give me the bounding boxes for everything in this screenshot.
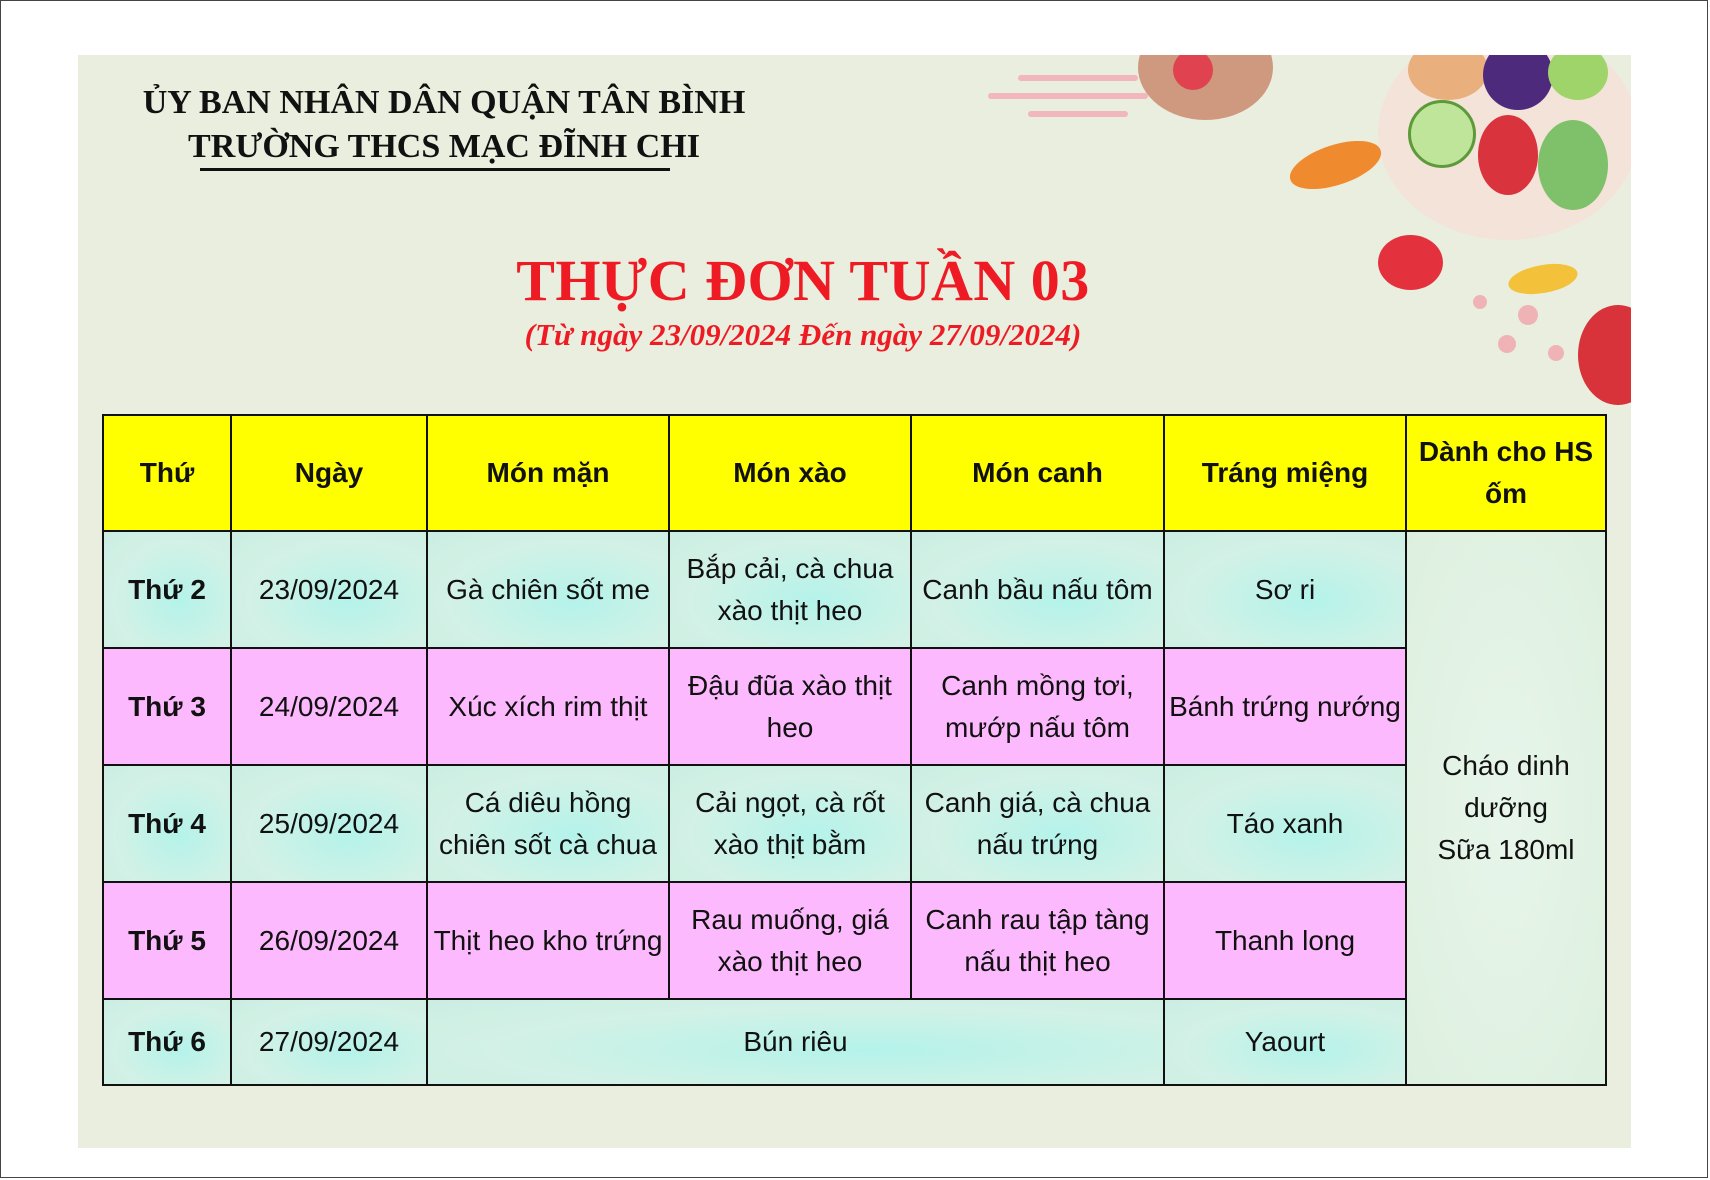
mon-man-cell: Xúc xích rim thịt bbox=[427, 648, 669, 765]
header-mon-canh: Món canh bbox=[911, 415, 1164, 531]
mon-man-cell: Thịt heo kho trứng bbox=[427, 882, 669, 999]
mon-xao-cell: Đậu đũa xào thịt heo bbox=[669, 648, 911, 765]
sick-meal-line-2: Sữa 180ml bbox=[1437, 834, 1575, 865]
trang-mieng-cell: Táo xanh bbox=[1164, 765, 1406, 882]
trang-mieng-cell: Bánh trứng nướng bbox=[1164, 648, 1406, 765]
date-cell: 26/09/2024 bbox=[231, 882, 427, 999]
mon-canh-cell: Canh giá, cà chua nấu trứng bbox=[911, 765, 1164, 882]
date-cell: 27/09/2024 bbox=[231, 999, 427, 1085]
mon-xao-cell: Cải ngọt, cà rốt xào thịt bằm bbox=[669, 765, 911, 882]
date-cell: 24/09/2024 bbox=[231, 648, 427, 765]
page-title: THỰC ĐƠN TUẦN 03 bbox=[516, 248, 1090, 313]
trang-mieng-cell: Sơ ri bbox=[1164, 531, 1406, 648]
mon-man-cell: Cá diêu hồng chiên sốt cà chua bbox=[427, 765, 669, 882]
sick-meal-cell bbox=[1406, 531, 1606, 1085]
header-hs-om: Dành cho HS ốm bbox=[1406, 415, 1606, 531]
menu-table bbox=[102, 414, 1607, 1086]
day-cell: Thứ 3 bbox=[103, 648, 231, 765]
date-range: (Từ ngày 23/09/2024 Đến ngày 27/09/2024) bbox=[524, 317, 1082, 352]
day-cell: Thứ 6 bbox=[103, 999, 231, 1085]
day-cell: Thứ 2 bbox=[103, 531, 231, 648]
mon-xao-cell: Rau muống, giá xào thịt heo bbox=[669, 882, 911, 999]
date-cell: 23/09/2024 bbox=[231, 531, 427, 648]
date-cell: 25/09/2024 bbox=[231, 765, 427, 882]
header-trang-mieng: Tráng miệng bbox=[1164, 415, 1406, 531]
day-cell: Thứ 5 bbox=[103, 882, 231, 999]
header-mon-xao: Món xào bbox=[669, 415, 911, 531]
mon-xao-cell: Bắp cải, cà chua xào thịt heo bbox=[669, 531, 911, 648]
header-ngay: Ngày bbox=[231, 415, 427, 531]
mon-canh-cell: Canh bầu nấu tôm bbox=[911, 531, 1164, 648]
sick-meal-line-1: Cháo dinh dưỡng bbox=[1442, 750, 1570, 823]
menu-sheet bbox=[78, 55, 1631, 1148]
trang-mieng-cell: Yaourt bbox=[1164, 999, 1406, 1085]
table-row bbox=[103, 999, 1606, 1085]
mon-man-cell: Gà chiên sốt me bbox=[427, 531, 669, 648]
trang-mieng-cell: Thanh long bbox=[1164, 882, 1406, 999]
table-row bbox=[103, 531, 1606, 648]
org-line-1: ỦY BAN NHÂN DÂN QUẬN TÂN BÌNH bbox=[142, 84, 746, 121]
header-mon-man: Món mặn bbox=[427, 415, 669, 531]
org-line-2: TRƯỜNG THCS MẠC ĐĨNH CHI bbox=[188, 128, 700, 165]
day-cell: Thứ 4 bbox=[103, 765, 231, 882]
mon-canh-cell: Canh mồng tơi, mướp nấu tôm bbox=[911, 648, 1164, 765]
merged-main-cell: Bún riêu bbox=[427, 999, 1164, 1085]
table-header-row bbox=[103, 415, 1606, 531]
mon-canh-cell: Canh rau tập tàng nấu thịt heo bbox=[911, 882, 1164, 999]
header-thu: Thứ bbox=[103, 415, 231, 531]
header-underline bbox=[200, 168, 670, 171]
table-row bbox=[103, 765, 1606, 882]
table-row bbox=[103, 648, 1606, 765]
table-row bbox=[103, 882, 1606, 999]
organization-header bbox=[114, 81, 774, 169]
